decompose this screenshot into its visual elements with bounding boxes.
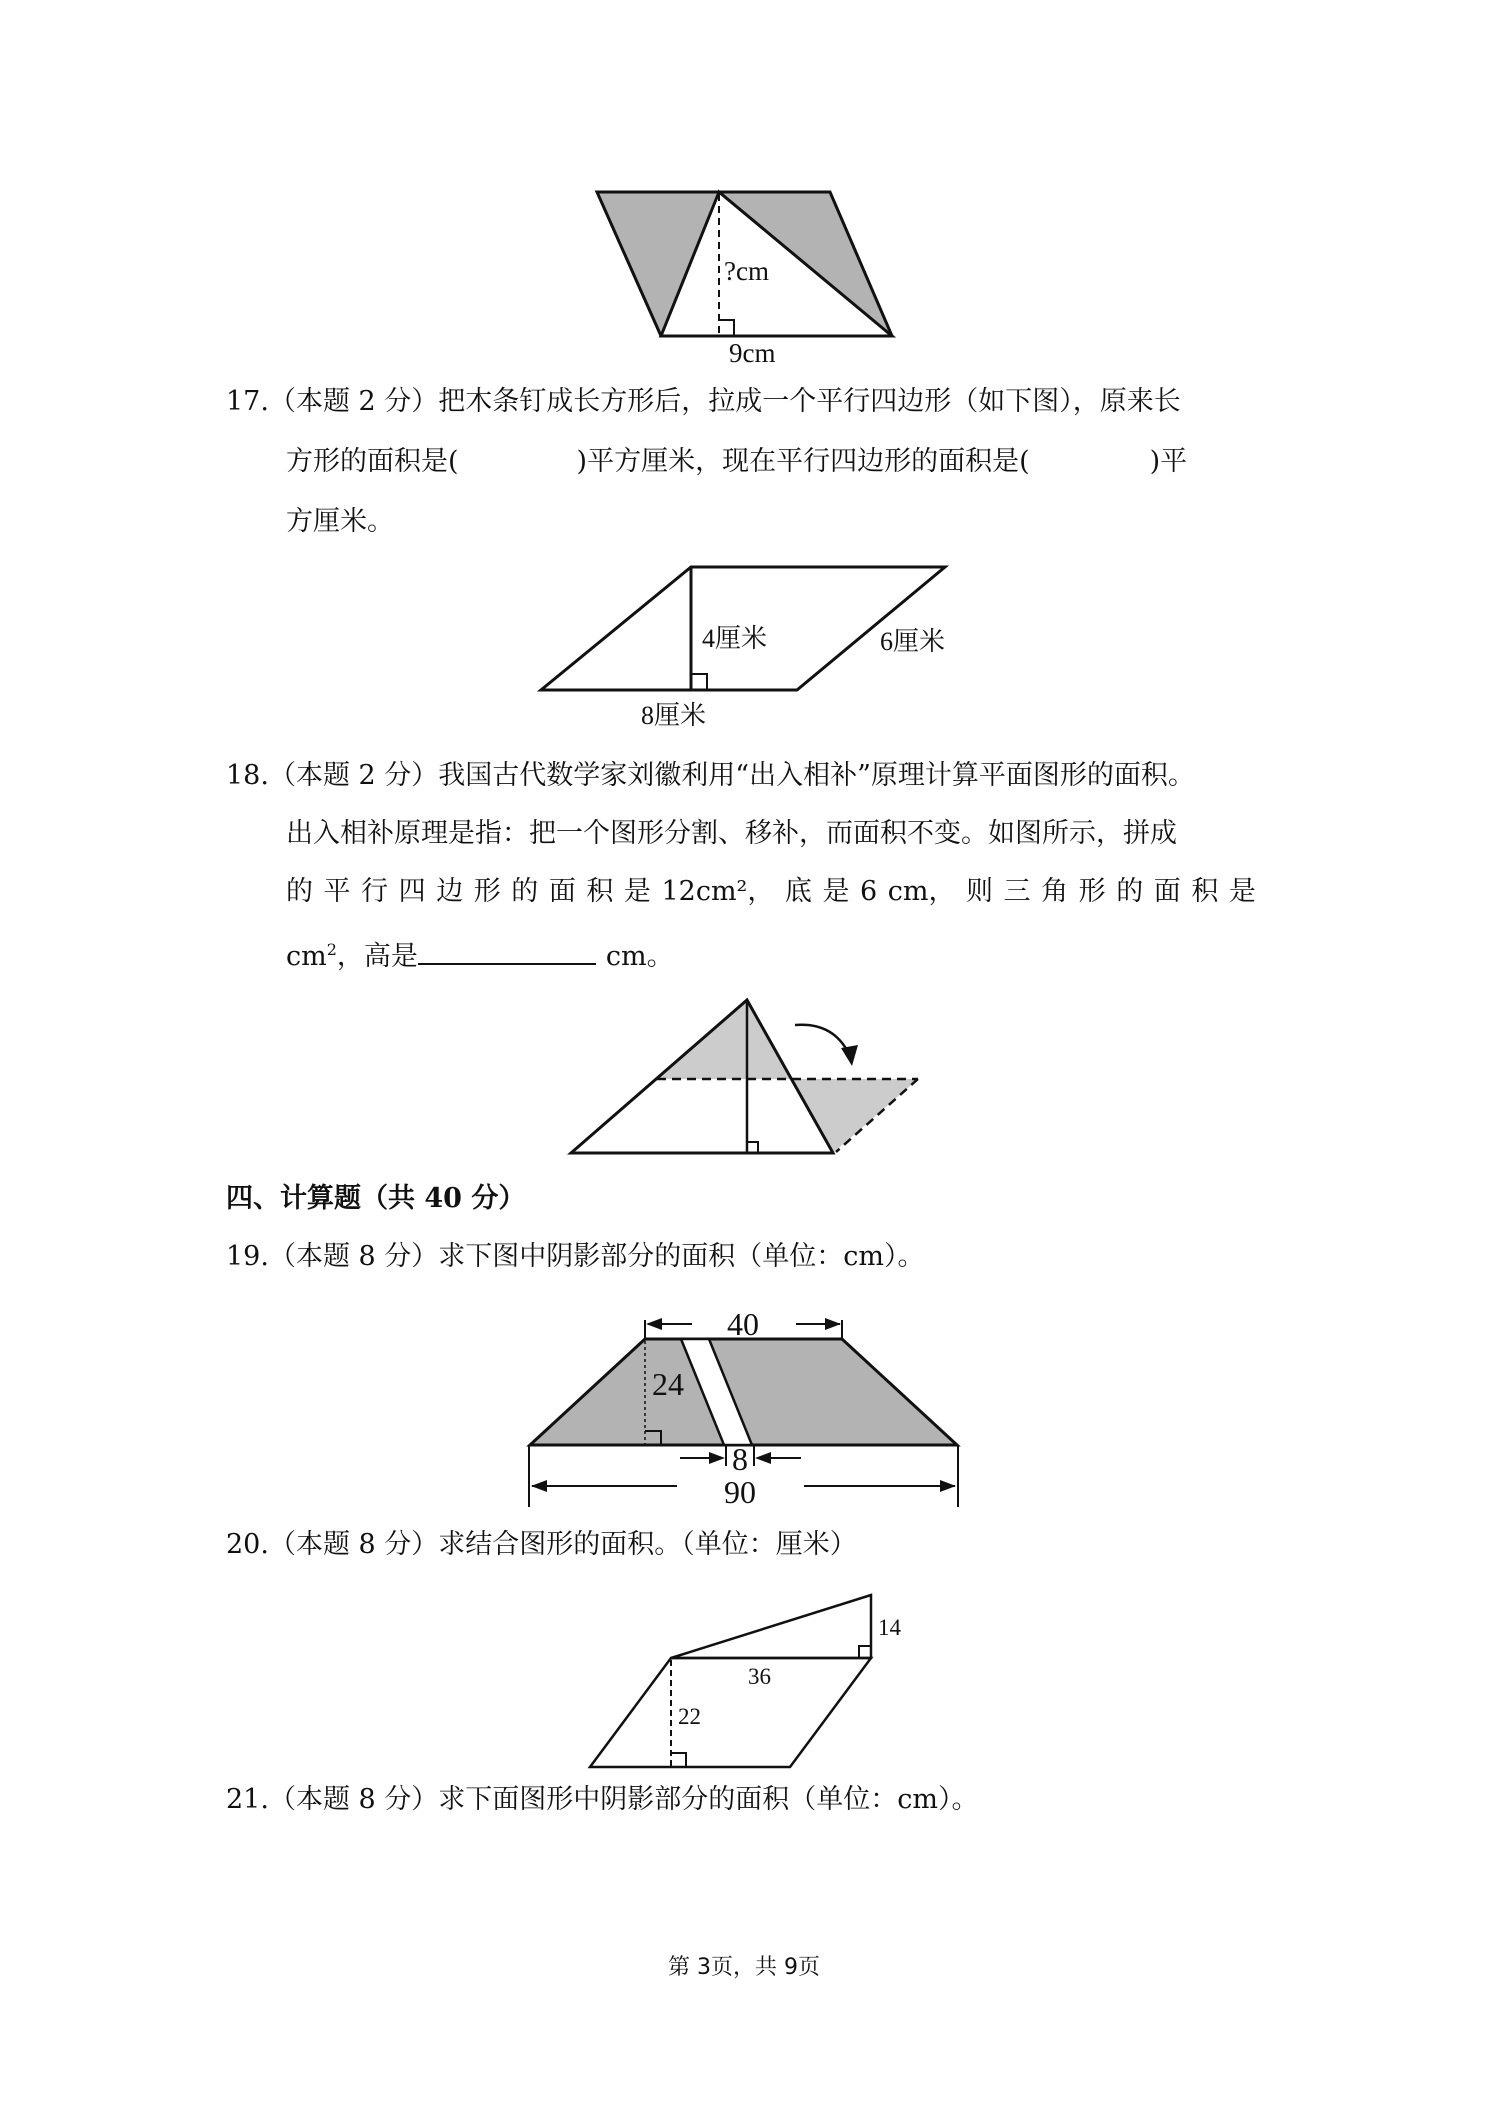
q18-text-line4a: cm — [286, 941, 327, 972]
q19-top-label: 40 — [727, 1306, 759, 1342]
q18-word: 四 — [398, 876, 426, 907]
q19-points: （本题 8 分） — [268, 1241, 439, 1272]
q17-number: 17. — [226, 386, 269, 417]
q18-word: 的 — [1116, 876, 1144, 907]
q18-text-line4b: ，高是 — [336, 941, 418, 972]
q18-superscript: 2 — [326, 940, 337, 959]
q17-points: （本题 2 分） — [268, 386, 439, 417]
q20-number: 20. — [226, 1529, 269, 1560]
q18-word: 是 — [822, 876, 850, 907]
q21-line — [226, 1783, 979, 1817]
q18-points: （本题 2 分） — [268, 760, 439, 791]
q20-triangle-right-angle-mark — [859, 1646, 871, 1658]
q20-parallelogram — [590, 1658, 871, 1767]
q20-triangle-height-label: 14 — [878, 1615, 901, 1640]
q18-number: 18. — [226, 760, 269, 791]
q16-height-label: ?cm — [724, 256, 769, 286]
q19-strip-label: 8 — [732, 1441, 748, 1477]
q20-points: （本题 8 分） — [268, 1529, 439, 1560]
q18-word: 面 — [1153, 876, 1181, 907]
q17-text-line2a: 方形的面积是( — [286, 446, 459, 477]
q17-text-line2b: )平方厘米，现在平行四边形的面积是( — [576, 446, 1030, 477]
q16-base-label: 9cm — [729, 338, 776, 368]
q18-word: 形 — [473, 876, 501, 907]
q18-word: 12cm²， — [661, 876, 775, 907]
q18-word: 的 — [511, 876, 539, 907]
q18-word: 面 — [548, 876, 576, 907]
q19-text: 求下图中阴影部分的面积（单位：cm）。 — [438, 1241, 925, 1272]
q18-word: 边 — [436, 876, 464, 907]
q18-word: 积 — [586, 876, 614, 907]
page-footer: 第 3页，共 9页 — [668, 1955, 820, 1980]
q17-text-line1: 把木条钉成长方形后，拉成一个平行四边形（如下图），原来长 — [438, 386, 1181, 417]
q19-bottom-label: 90 — [724, 1474, 756, 1510]
q21-number: 21. — [226, 1784, 269, 1815]
q18-word: 积 — [1191, 876, 1219, 907]
q20-parallelogram-height-label: 22 — [678, 1704, 701, 1729]
q18-text-line4c: cm。 — [605, 941, 674, 972]
q18-text-line1: 我国古代数学家刘徽利用“出入相补”原理计算平面图形的面积。 — [438, 760, 1195, 791]
q20-text: 求结合图形的面积。（单位：厘米） — [438, 1529, 857, 1560]
q20-parallelogram-right-angle-mark — [671, 1753, 686, 1767]
q17-text-line2c: )平 — [1149, 446, 1188, 477]
section4-title: 四、计算题（共 40 分） — [226, 1183, 526, 1214]
q18-word: 行 — [361, 876, 389, 907]
q17-side-label: 6厘米 — [880, 627, 946, 656]
q18-text-line2: 出入相补原理是指：把一个图形分割、移补，而面积不变。如图所示，拼成 — [286, 818, 1177, 849]
q17-base-label: 8厘米 — [641, 701, 707, 730]
q18-word: 则 — [966, 876, 994, 907]
q18-word: 平 — [323, 876, 351, 907]
q17-text-line3: 方厘米。 — [286, 506, 394, 537]
q18-word: cm， — [887, 876, 956, 907]
q18-word: 是 — [623, 876, 651, 907]
q18-word: 三 — [1003, 876, 1031, 907]
q19-number: 19. — [226, 1241, 269, 1272]
q18-word: 的 — [286, 876, 313, 907]
q18-word: 底 — [784, 876, 812, 907]
q20-triangle — [671, 1595, 871, 1658]
q19-height-label: 24 — [652, 1366, 684, 1402]
q21-text: 求下面图形中阴影部分的面积（单位：cm）。 — [438, 1784, 979, 1815]
q18-word: 角 — [1041, 876, 1069, 907]
q17-height-label: 4厘米 — [702, 624, 768, 653]
q18-word: 6 — [860, 876, 878, 907]
q21-points: （本题 8 分） — [268, 1784, 439, 1815]
q20-shared-side-label: 36 — [748, 1664, 771, 1689]
q18-word: 是 — [1228, 876, 1256, 907]
q18-word: 形 — [1078, 876, 1106, 907]
